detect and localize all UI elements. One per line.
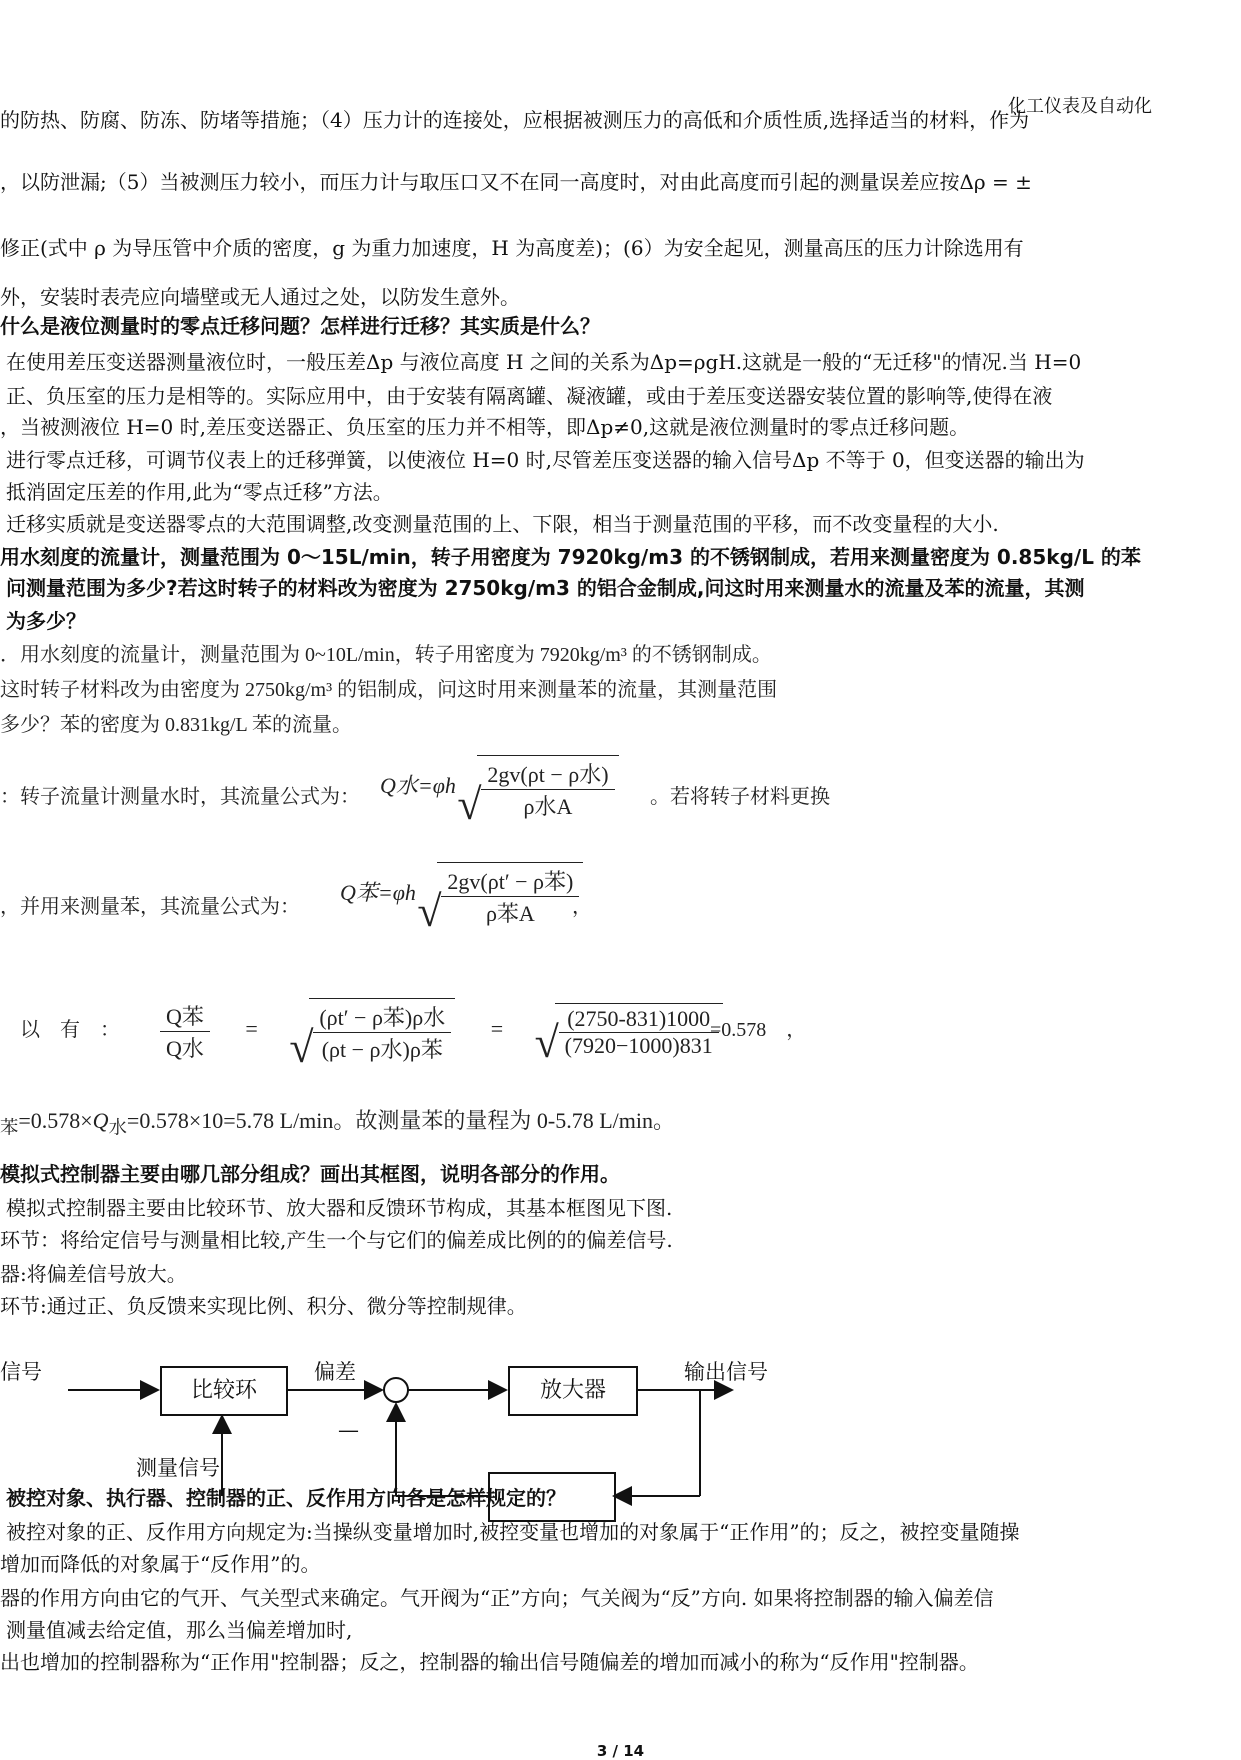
input-signal-label: 信号 [0,1360,42,1384]
formula-benzene: Q苯=φh √ $\frac{\text{2gv(ρt′ − ρ苯)}}{\text{ρ苯A}}$ [340,862,583,928]
text-line: 测量值减去给定值，那么当偏差增加时, [6,1618,353,1642]
question-heading: 什么是液位测量时的零点迁移问题？怎样进行迁移？其实质是什么？ [0,314,600,338]
text-line: 环节:通过正、负反馈来实现比例、积分、微分等控制规律。 [0,1294,527,1318]
question-heading: 问测量范围为多少?若这时转子的材料改为密度为 2750kg/m3 的铝合金制成,问这时用来测量水的流量及苯的流量，其测 [6,576,1085,600]
page-number: 3 / 14 [596,1742,645,1760]
text-line: 修正(式中 ρ 为导压管中介质的密度，g 为重力加速度，H 为高度差)；(6）为安全起见，测量高压的压力计除选用有 [0,236,1024,260]
text-line: 的防热、防腐、防冻、防堵等措施；（4）压力计的连接处，应根据被测压力的高低和介质性质,选择适当的材料，作为 [0,108,1030,132]
scan-line: ， [572,896,592,918]
summing-junction-icon [384,1378,408,1402]
scan-line: 以 有 ： [20,1019,120,1041]
scan-line: ：转子流量计测量水时，其流量公式为： [0,786,360,808]
scan-line: 。若将转子材料更换 [650,786,830,808]
output-signal-label: 输出信号 [684,1360,768,1384]
question-heading: 模拟式控制器主要由哪几部分组成？画出其框图，说明各部分的作用。 [0,1162,620,1186]
result-line: $_苯=0.578\times Q_水=0.578\times 10=5.78$ L/min。故测量苯的量程为 0-5.78 L/min。 [0,1108,676,1138]
scan-line: ，并用来测量苯，其流量公式为： [0,896,300,918]
amplifier-box: 放大器 [508,1366,638,1416]
question-heading: 为多少？ [6,609,86,633]
text-line: 模拟式控制器主要由比较环节、放大器和反馈环节构成，其基本框图见下图. [6,1196,673,1220]
minus-sign: — [338,1418,359,1442]
text-line: 器:将偏差信号放大。 [0,1262,187,1286]
compare-box: 比较环 [160,1366,288,1416]
text-line: 在使用差压变送器测量液位时，一般压差Δp 与液位高度 H 之间的关系为Δp=ρgH.这就是一般的“无迁移"的情况.当 H=0 [6,350,1082,374]
scan-line: ．用水刻度的流量计，测量范围为 0~10L/min，转子用密度为 7920kg/m³ 的不锈钢制成。 [0,644,772,666]
text-line: ，当被测液位 H=0 时,差压变送器正、负压室的压力并不相等，即Δp≠0,这就是液位测量时的零点迁移问题。 [0,415,970,439]
deviation-label: 偏差 [314,1360,356,1384]
measure-signal-label: 测量信号 [136,1456,220,1480]
formula-water: Q水=φh √ $\frac{\text{2gv(ρt − ρ水)}}{\text{ρ水A}}$ [380,755,619,821]
formula-ratio: $\frac{\text{Q苯}}{\text{Q水}}$ = √ $\frac{\text{(ρt′ − ρ苯)ρ水}}{\text{(ρt − ρ水)ρ苯}}$ = √ $\frac{(2750-831)1000}{(7920-1000)831}$ [160,998,723,1064]
text-line: 增加而降低的对象属于“反作用”的。 [0,1552,321,1576]
text-line: 抵消固定压差的作用,此为“零点迁移”方法。 [6,480,393,504]
page-header: 化工仪表及自动化 [1008,96,1152,117]
text-line: 外，安装时表壳应向墙壁或无人通过之处，以防发生意外。 [0,285,520,309]
text-line: 进行零点迁移，可调节仪表上的迁移弹簧，以使液位 H=0 时,尽管差压变送器的输入信号Δp 不等于 0，但变送器的输出为 [6,448,1085,472]
scan-line: 这时转子材料改为由密度为 2750kg/m³ 的铝制成，问这时用来测量苯的流量，其测量范围 [0,679,778,701]
text-line: 器的作用方向由它的气开、气关型式来确定。气开阀为“正”方向；气关阀为“反”方向. 如果将控制器的输入偏差信 [0,1586,994,1610]
text-line: ，以防泄漏;（5）当被测压力较小，而压力计与取压口又不在同一高度时，对由此高度而引起的测量误差应按Δρ = ± [0,170,1032,194]
text-line: 环节：将给定信号与测量相比较,产生一个与它们的偏差成比例的的偏差信号. [0,1228,673,1252]
text-line: 正、负压室的压力是相等的。实际应用中，由于安装有隔离罐、凝液罐，或由于差压变送器安装位置的影响等,使得在液 [6,384,1053,408]
text-line: 被控对象的正、反作用方向规定为:当操纵变量增加时,被控变量也增加的对象属于“正作用”的；反之，被控变量随操 [6,1520,1020,1544]
question-heading: 被控对象、执行器、控制器的正、反作用方向各是怎样规定的？ [6,1486,566,1510]
scan-line: 多少？苯的密度为 0.831kg/L 苯的流量。 [0,714,353,736]
scan-line: =0.578 ， [710,1019,807,1041]
text-line: 迁移实质就是变送器零点的大范围调整,改变测量范围的上、下限，相当于测量范围的平移，而不改变量程的大小. [6,512,999,536]
question-heading: 用水刻度的流量计，测量范围为 0～15L/min，转子用密度为 7920kg/m3 的不锈钢制成，若用来测量密度为 0.85kg/L 的苯 [0,545,1141,569]
text-line: 出也增加的控制器称为“正作用"控制器；反之，控制器的输出信号随偏差的增加而减小的称为“反作用"控制器。 [0,1650,979,1674]
